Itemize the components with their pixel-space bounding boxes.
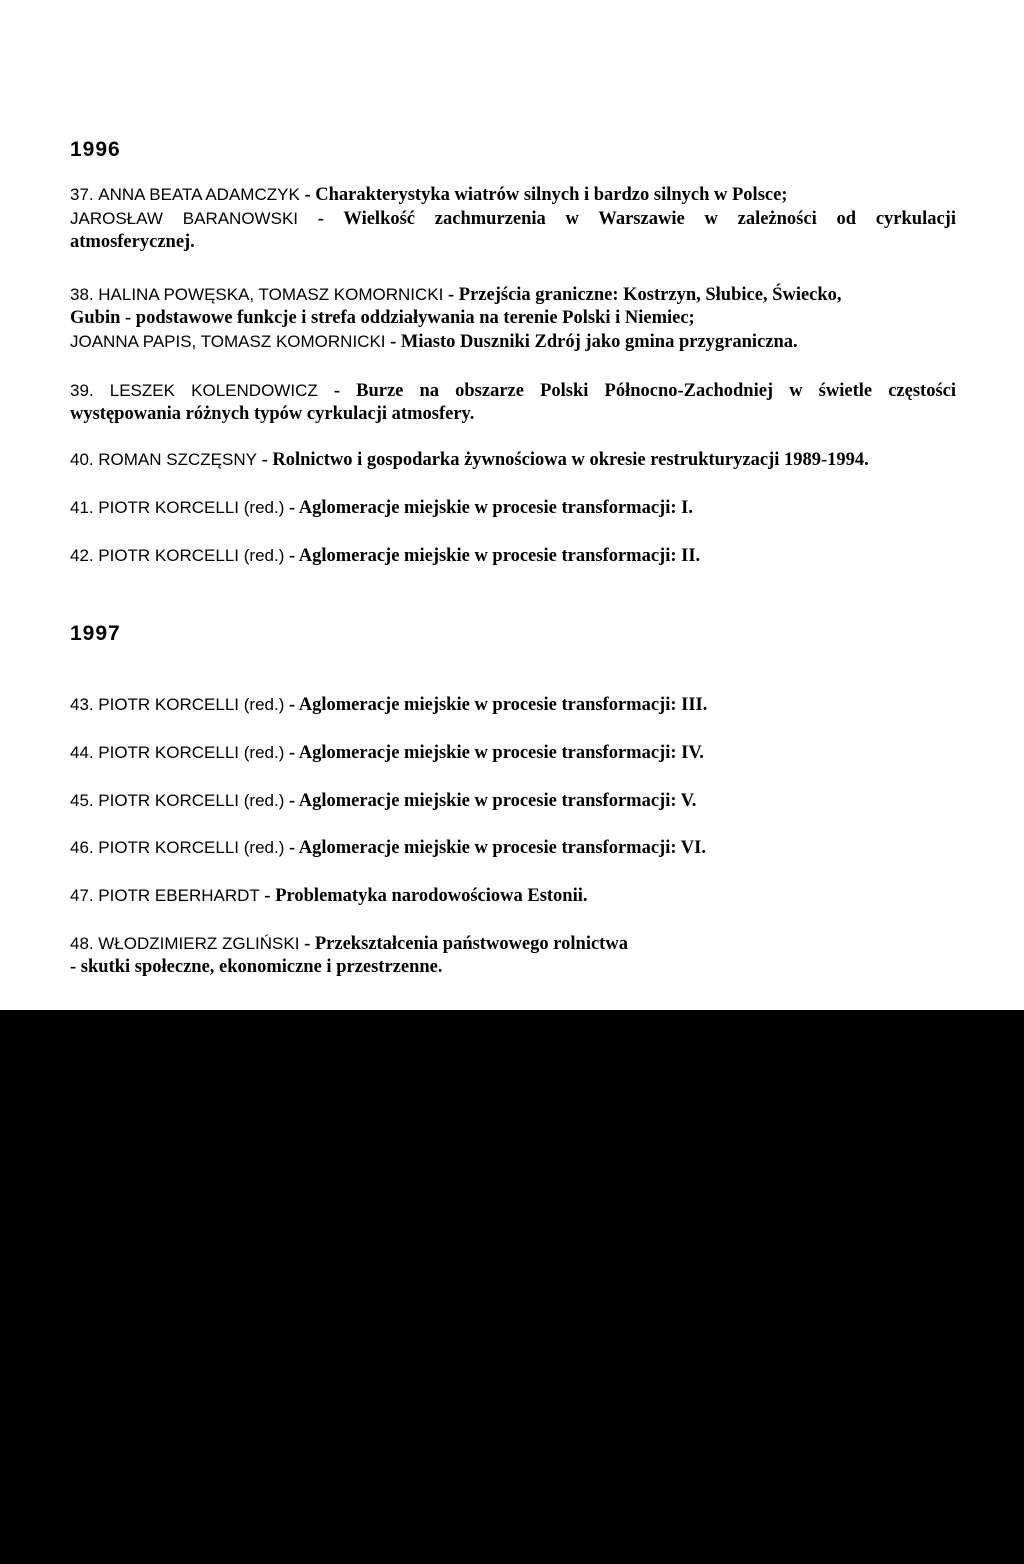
entry-line	[70, 932, 956, 956]
entry-number: 40.	[70, 450, 94, 469]
entry-title: - Aglomeracje miejskie w procesie transformacji: IV.	[284, 743, 704, 763]
year-heading-1997: 1997	[70, 622, 121, 645]
entry-number: 43.	[70, 695, 94, 714]
entry-title: atmosferycznej.	[70, 232, 195, 252]
entry-author: LESZEK KOLENDOWICZ	[109, 381, 318, 400]
entry-line	[70, 307, 956, 330]
entry-number: 46.	[70, 838, 94, 857]
publication-entry-39	[70, 379, 956, 426]
entry-line	[70, 789, 956, 813]
entry-title: - Przekształcenia państwowego rolnictwa	[299, 934, 628, 954]
scan-black-border	[0, 1010, 1024, 1564]
entry-title: - Wielkość zachmurzenia w Warszawie w zależności od cyrkulacji	[298, 209, 956, 229]
entry-line	[70, 403, 956, 426]
entry-author: ROMAN SZCZĘSNY	[98, 450, 257, 469]
publication-entry-38	[70, 283, 956, 354]
entry-number: 48.	[70, 934, 94, 953]
entry-number: 47.	[70, 886, 94, 905]
entry-number: 41.	[70, 498, 94, 517]
entry-title: Gubin - podstawowe funkcje i strefa oddziaływania na terenie Polski i Niemiec;	[70, 308, 695, 328]
entry-number: 39.	[70, 381, 94, 400]
entry-number: 44.	[70, 743, 94, 762]
entry-line	[70, 884, 956, 908]
publication-entry-44	[70, 741, 956, 765]
publication-entry-43	[70, 693, 956, 717]
entry-title: - Aglomeracje miejskie w procesie transformacji: I.	[284, 498, 693, 518]
entry-author: ANNA BEATA ADAMCZYK	[98, 185, 300, 204]
entry-title: - Aglomeracje miejskie w procesie transformacji: VI.	[284, 838, 706, 858]
entry-line	[70, 183, 956, 207]
entry-author: PIOTR KORCELLI (red.)	[98, 791, 285, 810]
entry-line	[70, 448, 956, 472]
entry-author: PIOTR KORCELLI (red.)	[98, 838, 285, 857]
entry-title: - Charakterystyka wiatrów silnych i bardzo silnych w Polsce;	[299, 185, 788, 205]
entry-line	[70, 231, 956, 254]
entry-title: - Rolnictwo i gospodarka żywnościowa w okresie restrukturyzacji 1989-1994.	[256, 450, 869, 470]
entry-line	[70, 741, 956, 765]
entry-title: - Burze na obszarze Polski Północno-Zachodniej w świetle częstości	[317, 381, 957, 401]
entry-line	[70, 544, 956, 568]
entry-line	[70, 956, 956, 979]
entry-title: - Miasto Duszniki Zdrój jako gmina przygraniczna.	[385, 332, 798, 352]
entry-author: PIOTR KORCELLI (red.)	[98, 743, 285, 762]
publication-entry-40	[70, 448, 956, 472]
entry-line	[70, 496, 956, 520]
publication-entry-41	[70, 496, 956, 520]
entry-line	[70, 283, 956, 307]
entry-line	[70, 693, 956, 717]
entry-author: PIOTR KORCELLI (red.)	[98, 546, 285, 565]
entry-author: WŁODZIMIERZ ZGLIŃSKI	[98, 934, 300, 953]
entry-author: PIOTR EBERHARDT	[98, 886, 260, 905]
entry-title: - Aglomeracje miejskie w procesie transformacji: II.	[284, 546, 701, 566]
entry-number: 42.	[70, 546, 94, 565]
entry-author: PIOTR KORCELLI (red.)	[98, 498, 285, 517]
entry-line	[70, 207, 956, 231]
entry-title: - Aglomeracje miejskie w procesie transformacji: V.	[284, 791, 697, 811]
year-heading-1996: 1996	[70, 138, 121, 161]
publication-entry-47	[70, 884, 956, 908]
entry-line	[70, 836, 956, 860]
publication-entry-37	[70, 183, 956, 254]
publication-entry-46	[70, 836, 956, 860]
entry-title: - skutki społeczne, ekonomiczne i przestrzenne.	[70, 957, 443, 977]
entry-number: 38.	[70, 285, 94, 304]
entry-number: 45.	[70, 791, 94, 810]
entry-title: - Przejścia graniczne: Kostrzyn, Słubice, Świecko,	[443, 285, 842, 305]
publication-entry-42	[70, 544, 956, 568]
entry-author: JOANNA PAPIS, TOMASZ KOMORNICKI	[70, 332, 386, 351]
publication-entry-48	[70, 932, 956, 979]
entry-number: 37.	[70, 185, 94, 204]
entry-author: HALINA POWĘSKA, TOMASZ KOMORNICKI	[98, 285, 444, 304]
entry-title: występowania różnych typów cyrkulacji atmosfery.	[70, 404, 475, 424]
entry-line	[70, 330, 956, 354]
entry-author: JAROSŁAW BARANOWSKI	[70, 209, 299, 228]
entry-line	[70, 379, 956, 403]
entry-title: - Aglomeracje miejskie w procesie transformacji: III.	[284, 695, 708, 715]
entry-author: PIOTR KORCELLI (red.)	[98, 695, 285, 714]
publication-entry-45	[70, 789, 956, 813]
entry-title: - Problematyka narodowościowa Estonii.	[259, 886, 588, 906]
